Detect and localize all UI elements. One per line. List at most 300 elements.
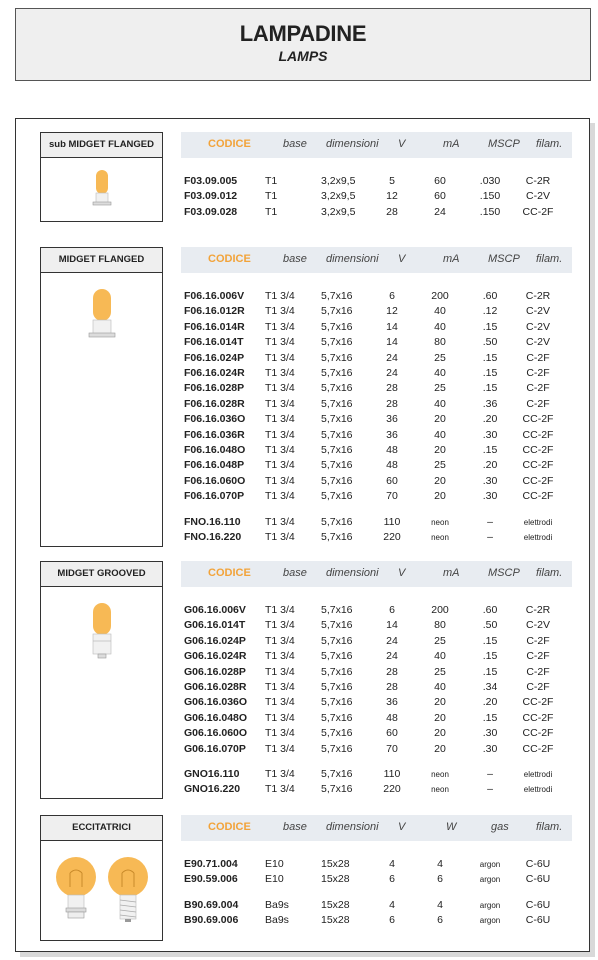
- cell-mscp: argon: [479, 916, 501, 926]
- cell-dimensioni: 5,7x16: [321, 305, 353, 318]
- cell-codice: GNO16.220: [184, 783, 241, 796]
- table-row: [16, 858, 589, 873]
- cell-base: E10: [265, 858, 284, 870]
- cell-mscp: .030: [479, 175, 501, 187]
- header-filam: filam.: [536, 253, 563, 265]
- cell-codice: F06.16.006V: [184, 290, 245, 302]
- cell-filam: CC-2F: [522, 444, 554, 456]
- cell-codice: G06.16.070P: [184, 742, 246, 755]
- cell-ma: 80: [434, 336, 446, 349]
- header-ma: mA: [443, 138, 460, 150]
- cell-filam: C-6U: [525, 858, 551, 870]
- cell-dimensioni: 3,2x9,5: [321, 205, 356, 218]
- page-title: LAMPADINE: [239, 21, 367, 46]
- cell-filam: C-2F: [526, 681, 550, 693]
- table-row: [16, 635, 589, 650]
- cell-v: 36: [386, 696, 398, 709]
- cell-dimensioni: 5,7x16: [321, 634, 353, 647]
- table-row: [16, 712, 589, 727]
- cell-ma: 40: [434, 650, 446, 663]
- cell-dimensioni: 5,7x16: [321, 604, 353, 616]
- cell-v: 6: [389, 290, 395, 302]
- cell-ma: 40: [434, 367, 446, 379]
- cell-v: 24: [386, 634, 398, 647]
- cell-base: T1: [265, 205, 278, 218]
- header-ma: mA: [443, 567, 460, 579]
- cell-mscp: –: [487, 768, 493, 780]
- cell-mscp: .15: [482, 665, 498, 678]
- cell-ma: 20: [434, 474, 446, 487]
- header-base: base: [283, 567, 307, 579]
- cell-ma: neon: [431, 517, 449, 527]
- cell-dimensioni: 5,7x16: [321, 428, 353, 441]
- cell-filam: elettrodi: [523, 517, 553, 527]
- cell-ma: 40: [434, 305, 446, 318]
- table-row: [16, 290, 589, 305]
- column-header-bar: [181, 247, 572, 273]
- cell-base: T1 3/4: [265, 320, 295, 333]
- cell-mscp: .15: [482, 382, 498, 395]
- cell-ma: 25: [434, 351, 446, 364]
- cell-base: T1 3/4: [265, 727, 295, 740]
- cell-codice: G06.16.036O: [184, 696, 248, 709]
- header-mscp: MSCP: [488, 253, 520, 265]
- cell-dimensioni: 5,7x16: [321, 320, 353, 333]
- cell-codice: FNO.16.220: [184, 531, 242, 543]
- cell-codice: F03.09.028: [184, 205, 238, 218]
- cell-dimensioni: 5,7x16: [321, 650, 353, 663]
- cell-v: 48: [386, 444, 398, 456]
- cell-codice: F06.16.024P: [184, 351, 245, 364]
- cell-dimensioni: 5,7x16: [321, 711, 353, 724]
- cell-v: 14: [386, 336, 398, 349]
- table-row: [16, 429, 589, 444]
- cell-filam: CC-2F: [522, 711, 554, 724]
- cell-filam: elettrodi: [523, 533, 553, 542]
- header-base: base: [283, 138, 307, 150]
- table-row: [16, 336, 589, 351]
- cell-dimensioni: 5,7x16: [321, 367, 353, 379]
- cell-v: 48: [386, 711, 398, 724]
- cell-filam: CC-2F: [522, 459, 554, 472]
- cell-ma: 24: [434, 205, 446, 218]
- table-row: [16, 175, 589, 190]
- cell-ma: 4: [437, 858, 443, 870]
- cell-filam: CC-2F: [522, 205, 554, 218]
- cell-mscp: .150: [479, 190, 501, 203]
- cell-ma: 60: [434, 190, 446, 203]
- header-v: V: [398, 138, 406, 150]
- cell-v: 28: [386, 205, 398, 218]
- cell-base: T1: [265, 175, 278, 187]
- cell-v: 24: [386, 650, 398, 663]
- cell-filam: C-2F: [526, 351, 550, 364]
- cell-base: T1 3/4: [265, 604, 295, 616]
- cell-dimensioni: 15x28: [321, 898, 350, 911]
- cell-v: 36: [386, 428, 398, 441]
- header-dimensioni: dimensioni: [326, 253, 379, 265]
- cell-filam: C-6U: [525, 898, 551, 911]
- cell-mscp: .15: [482, 634, 498, 647]
- section-label: MIDGET FLANGED: [40, 247, 163, 273]
- cell-base: T1 3/4: [265, 696, 295, 709]
- cell-v: 220: [383, 783, 401, 796]
- table-row: [16, 604, 589, 619]
- header-ma: mA: [443, 253, 460, 265]
- cell-ma: 25: [434, 634, 446, 647]
- cell-mscp: .150: [479, 205, 501, 218]
- cell-base: T1 3/4: [265, 428, 295, 441]
- cell-filam: C-2R: [525, 604, 551, 616]
- cell-codice: F03.09.005: [184, 175, 238, 187]
- cell-codice: F03.09.012: [184, 190, 238, 203]
- cell-ma: 25: [434, 459, 446, 472]
- header-base: base: [283, 253, 307, 265]
- cell-filam: elettrodi: [523, 785, 553, 795]
- table-row: [16, 321, 589, 336]
- cell-dimensioni: 5,7x16: [321, 474, 353, 487]
- cell-ma: 40: [434, 397, 446, 410]
- table-row: [16, 666, 589, 681]
- cell-ma: 20: [434, 413, 446, 426]
- cell-mscp: .30: [482, 727, 498, 740]
- cell-codice: E90.71.004: [184, 858, 238, 870]
- cell-mscp: .60: [482, 290, 498, 302]
- cell-dimensioni: 5,7x16: [321, 681, 353, 693]
- cell-dimensioni: 15x28: [321, 914, 350, 927]
- cell-dimensioni: 5,7x16: [321, 531, 353, 543]
- cell-mscp: argon: [479, 900, 501, 910]
- cell-base: T1 3/4: [265, 336, 295, 349]
- cell-filam: C-2R: [525, 290, 551, 302]
- cell-ma: 200: [431, 290, 449, 302]
- cell-dimensioni: 5,7x16: [321, 742, 353, 755]
- cell-ma: 80: [434, 619, 446, 632]
- cell-v: 24: [386, 367, 398, 379]
- cell-base: T1 3/4: [265, 531, 295, 543]
- cell-mscp: .20: [482, 413, 498, 426]
- cell-v: 14: [386, 619, 398, 632]
- cell-codice: F06.16.012R: [184, 305, 245, 318]
- cell-mscp: argon: [479, 875, 501, 885]
- cell-base: T1 3/4: [265, 367, 295, 379]
- cell-v: 5: [389, 175, 395, 187]
- table-row: [16, 459, 589, 474]
- cell-filam: elettrodi: [523, 770, 553, 779]
- cell-v: 6: [389, 604, 395, 616]
- cell-codice: F06.16.014T: [184, 336, 244, 349]
- header-v: V: [398, 253, 406, 265]
- cell-ma: 25: [434, 665, 446, 678]
- cell-v: 70: [386, 742, 398, 755]
- cell-v: 24: [386, 351, 398, 364]
- cell-base: T1 3/4: [265, 742, 295, 755]
- cell-filam: C-2F: [526, 382, 550, 395]
- cell-dimensioni: 5,7x16: [321, 665, 353, 678]
- header-codice: CODICE: [208, 138, 251, 150]
- table-row: [16, 382, 589, 397]
- cell-codice: B90.69.006: [184, 914, 239, 927]
- column-header-bar: [181, 815, 572, 841]
- cell-ma: 40: [434, 681, 446, 693]
- cell-v: 28: [386, 665, 398, 678]
- cell-v: 28: [386, 382, 398, 395]
- cell-dimensioni: 5,7x16: [321, 382, 353, 395]
- cell-mscp: .15: [482, 444, 498, 456]
- cell-ma: neon: [431, 533, 449, 542]
- cell-base: T1 3/4: [265, 665, 295, 678]
- cell-dimensioni: 5,7x16: [321, 351, 353, 364]
- cell-base: T1 3/4: [265, 290, 295, 302]
- cell-mscp: .50: [482, 336, 498, 349]
- column-header-bar: [181, 561, 572, 587]
- catalog-table: [15, 118, 590, 952]
- table-row: [16, 367, 589, 382]
- cell-dimensioni: 5,7x16: [321, 515, 353, 528]
- cell-mscp: .36: [482, 397, 498, 410]
- cell-filam: C-2V: [526, 305, 550, 318]
- cell-codice: FNO.16.110: [184, 515, 241, 528]
- cell-mscp: .20: [482, 459, 498, 472]
- cell-base: T1 3/4: [265, 474, 295, 487]
- cell-mscp: .15: [482, 711, 498, 724]
- cell-filam: C-2F: [526, 650, 550, 663]
- cell-dimensioni: 15x28: [321, 873, 350, 886]
- section-label: sub MIDGET FLANGED: [40, 132, 163, 158]
- cell-ma: 4: [437, 898, 443, 911]
- cell-mscp: .15: [482, 320, 498, 333]
- cell-base: Ba9s: [265, 898, 289, 911]
- table-row: [16, 398, 589, 413]
- cell-mscp: .20: [482, 696, 498, 709]
- cell-filam: CC-2F: [522, 490, 554, 503]
- cell-mscp: .30: [482, 474, 498, 487]
- cell-codice: G06.16.024R: [184, 650, 247, 663]
- table-row: [16, 531, 589, 546]
- cell-codice: F06.16.070P: [184, 490, 245, 503]
- cell-filam: C-2F: [526, 634, 550, 647]
- header-gas: gas: [491, 821, 509, 833]
- cell-dimensioni: 5,7x16: [321, 459, 353, 472]
- cell-v: 14: [386, 320, 398, 333]
- cell-v: 4: [389, 858, 395, 870]
- cell-base: T1 3/4: [265, 305, 295, 318]
- cell-dimensioni: 5,7x16: [321, 444, 353, 456]
- cell-v: 4: [389, 898, 395, 911]
- cell-v: 28: [386, 397, 398, 410]
- header-w: W: [446, 821, 457, 833]
- cell-base: T1 3/4: [265, 351, 295, 364]
- cell-filam: C-2F: [526, 367, 550, 379]
- cell-v: 60: [386, 474, 398, 487]
- cell-dimensioni: 5,7x16: [321, 768, 353, 780]
- header-dimensioni: dimensioni: [326, 821, 379, 833]
- table-row: [16, 352, 589, 367]
- cell-base: T1 3/4: [265, 650, 295, 663]
- section-label: MIDGET GROOVED: [40, 561, 163, 587]
- header-mscp: MSCP: [488, 567, 520, 579]
- cell-dimensioni: 5,7x16: [321, 696, 353, 709]
- cell-ma: 20: [434, 490, 446, 503]
- title-box: [15, 8, 591, 81]
- cell-filam: C-6U: [525, 914, 551, 927]
- table-row: [16, 444, 589, 459]
- cell-v: 110: [383, 515, 401, 528]
- table-row: [16, 206, 589, 221]
- cell-ma: 20: [434, 742, 446, 755]
- cell-mscp: .15: [482, 367, 498, 379]
- table-row: [16, 914, 589, 929]
- table-row: [16, 490, 589, 505]
- cell-mscp: .15: [482, 351, 498, 364]
- cell-base: Ba9s: [265, 914, 289, 927]
- table-row: [16, 899, 589, 914]
- cell-codice: F06.16.014R: [184, 320, 245, 333]
- table-row: [16, 475, 589, 490]
- cell-base: T1 3/4: [265, 382, 295, 395]
- cell-mscp: .12: [482, 305, 498, 318]
- cell-codice: F06.16.048P: [184, 459, 245, 472]
- cell-v: 28: [386, 681, 398, 693]
- cell-base: T1 3/4: [265, 619, 295, 632]
- header-filam: filam.: [536, 821, 563, 833]
- table-row: [16, 727, 589, 742]
- cell-dimensioni: 5,7x16: [321, 619, 353, 632]
- cell-filam: CC-2F: [522, 696, 554, 709]
- cell-filam: CC-2F: [522, 727, 554, 740]
- cell-codice: F06.16.060O: [184, 474, 246, 487]
- cell-v: 6: [389, 873, 395, 886]
- cell-v: 220: [383, 531, 401, 543]
- cell-filam: CC-2F: [522, 474, 554, 487]
- cell-v: 12: [386, 305, 398, 318]
- cell-filam: C-2F: [526, 397, 550, 410]
- cell-v: 6: [389, 914, 395, 927]
- cell-dimensioni: 5,7x16: [321, 397, 353, 410]
- cell-base: E10: [265, 873, 284, 886]
- cell-v: 48: [386, 459, 398, 472]
- cell-base: T1: [265, 190, 278, 203]
- header-filam: filam.: [536, 567, 563, 579]
- cell-mscp: argon: [479, 860, 501, 869]
- table-row: [16, 413, 589, 428]
- cell-v: 12: [386, 190, 398, 203]
- cell-codice: F06.16.036R: [184, 428, 245, 441]
- table-row: [16, 681, 589, 696]
- cell-ma: 40: [434, 428, 446, 441]
- table-row: [16, 516, 589, 531]
- header-v: V: [398, 567, 406, 579]
- table-row: [16, 768, 589, 783]
- cell-codice: F06.16.036O: [184, 413, 246, 426]
- cell-mscp: .34: [482, 681, 498, 693]
- cell-ma: 20: [434, 444, 446, 456]
- cell-ma: 20: [434, 711, 446, 724]
- cell-codice: B90.69.004: [184, 898, 239, 911]
- cell-base: T1 3/4: [265, 413, 295, 426]
- table-row: [16, 190, 589, 205]
- cell-codice: F06.16.028R: [184, 397, 245, 410]
- cell-dimensioni: 3,2x9,5: [321, 190, 356, 203]
- table-row: [16, 696, 589, 711]
- cell-filam: C-2V: [526, 336, 550, 349]
- cell-base: T1 3/4: [265, 634, 295, 647]
- cell-filam: CC-2F: [522, 428, 554, 441]
- cell-base: T1 3/4: [265, 783, 295, 796]
- header-codice: CODICE: [208, 567, 251, 579]
- cell-filam: C-2R: [525, 175, 551, 187]
- header-v: V: [398, 821, 406, 833]
- cell-ma: neon: [431, 785, 449, 795]
- cell-base: T1 3/4: [265, 397, 295, 410]
- cell-codice: E90.59.006: [184, 873, 238, 886]
- cell-codice: G06.16.024P: [184, 634, 246, 647]
- cell-base: T1 3/4: [265, 711, 295, 724]
- cell-ma: 20: [434, 727, 446, 740]
- header-base: base: [283, 821, 307, 833]
- cell-dimensioni: 15x28: [321, 858, 350, 870]
- cell-base: T1 3/4: [265, 768, 295, 780]
- cell-dimensioni: 3,2x9,5: [321, 175, 356, 187]
- cell-base: T1 3/4: [265, 444, 295, 456]
- cell-codice: F06.16.024R: [184, 367, 245, 379]
- cell-filam: C-6U: [525, 873, 551, 886]
- cell-filam: C-2V: [526, 190, 550, 203]
- cell-mscp: –: [487, 531, 493, 543]
- cell-mscp: –: [487, 783, 493, 796]
- cell-ma: neon: [431, 770, 449, 779]
- cell-filam: CC-2F: [522, 413, 554, 426]
- cell-base: T1 3/4: [265, 459, 295, 472]
- table-row: [16, 305, 589, 320]
- cell-ma: 60: [434, 175, 446, 187]
- cell-base: T1 3/4: [265, 490, 295, 503]
- header-dimensioni: dimensioni: [326, 567, 379, 579]
- cell-codice: GNO16.110: [184, 768, 240, 780]
- header-filam: filam.: [536, 138, 563, 150]
- cell-codice: G06.16.060O: [184, 727, 248, 740]
- table-row: [16, 650, 589, 665]
- cell-dimensioni: 5,7x16: [321, 290, 353, 302]
- cell-codice: F06.16.048O: [184, 444, 246, 456]
- table-row: [16, 619, 589, 634]
- cell-codice: G06.16.048O: [184, 711, 248, 724]
- cell-filam: C-2F: [526, 665, 550, 678]
- cell-v: 36: [386, 413, 398, 426]
- cell-filam: CC-2F: [522, 742, 554, 755]
- cell-v: 110: [383, 768, 401, 780]
- cell-filam: C-2V: [526, 320, 550, 333]
- cell-codice: G06.16.014T: [184, 619, 246, 632]
- cell-base: T1 3/4: [265, 681, 295, 693]
- cell-codice: G06.16.006V: [184, 604, 246, 616]
- cell-mscp: .30: [482, 742, 498, 755]
- cell-ma: 6: [437, 914, 443, 927]
- cell-codice: G06.16.028R: [184, 681, 247, 693]
- page-subtitle: LAMPS: [278, 48, 328, 64]
- column-header-bar: [181, 132, 572, 158]
- cell-mscp: .30: [482, 428, 498, 441]
- cell-ma: 20: [434, 696, 446, 709]
- cell-mscp: .50: [482, 619, 498, 632]
- cell-dimensioni: 5,7x16: [321, 336, 353, 349]
- cell-dimensioni: 5,7x16: [321, 490, 353, 503]
- cell-mscp: .30: [482, 490, 498, 503]
- cell-filam: C-2V: [526, 619, 550, 632]
- cell-ma: 25: [434, 382, 446, 395]
- cell-v: 70: [386, 490, 398, 503]
- cell-dimensioni: 5,7x16: [321, 413, 353, 426]
